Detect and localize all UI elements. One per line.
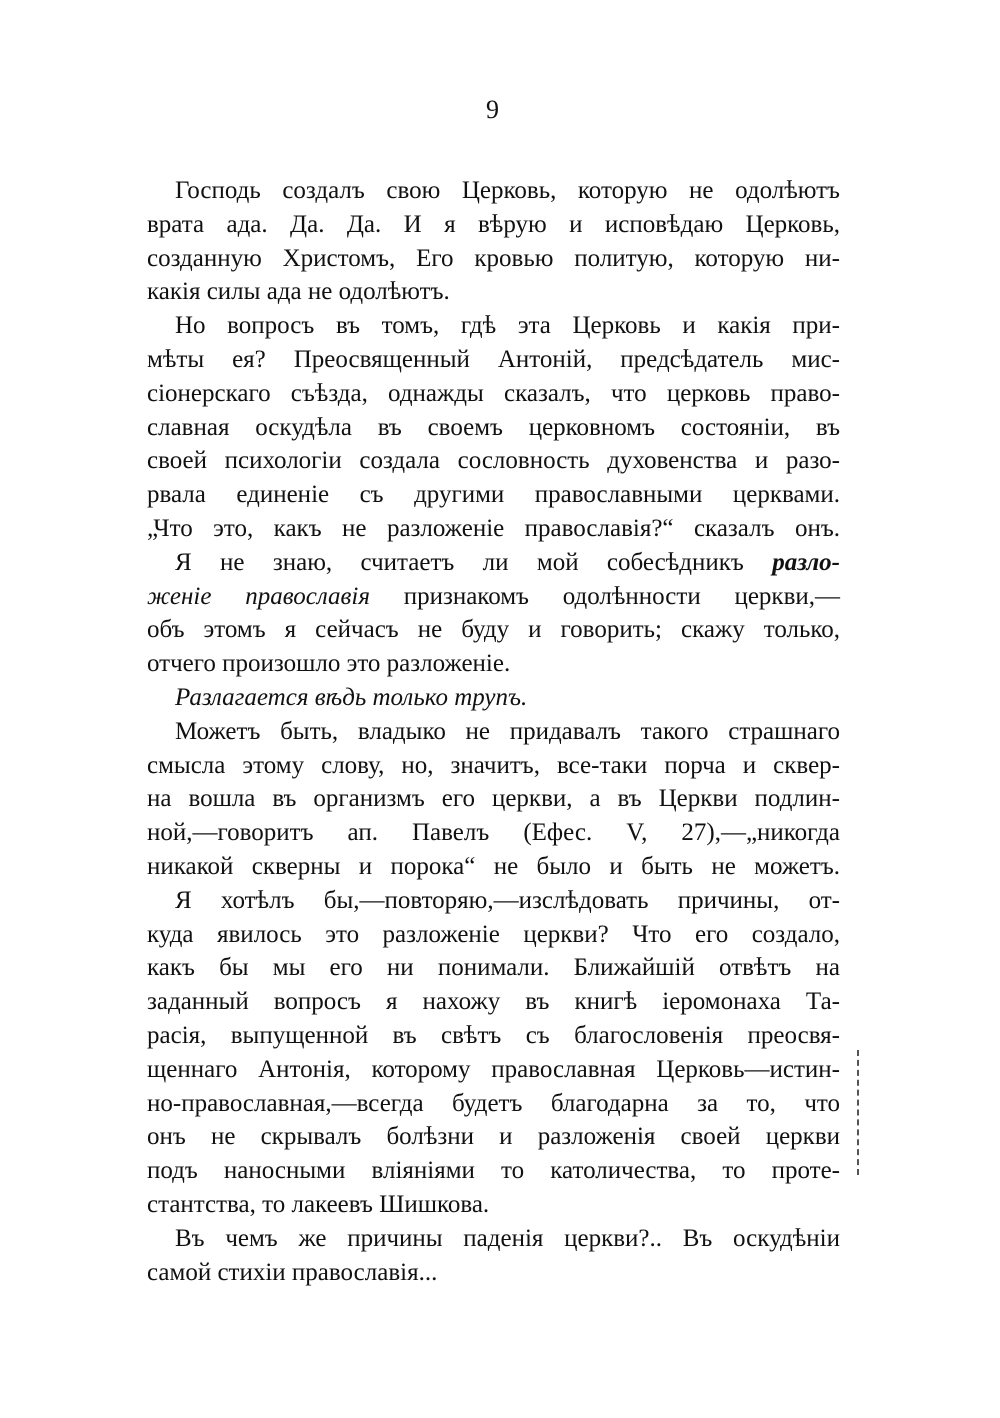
text-line: какъ бы мы его ни понимали. Ближайшій отвѣтъ на [147,954,840,982]
text-line: Можетъ быть, владыко не придавалъ такого страшнаго [175,717,840,745]
text-line: отчего произошло это разложеніе. [147,650,511,678]
italic-segment: разло- [772,548,841,576]
body-text [147,174,840,1289]
text-line [147,546,840,580]
page-number: 9 [486,95,499,124]
text-line: щеннаго Антонія, которому православная Церковь—истин- [147,1055,840,1083]
text-line: Господь создалъ свою Церковь, которую не одолѣютъ [175,177,840,204]
text-line: „Что это, какъ не разложеніе православія?“ сказалъ онъ. [147,514,840,542]
italic-segment: женіе православія [147,582,370,610]
text-line: объ этомъ я сейчасъ не буду и говорить; скажу только, [147,616,840,644]
text-line: никакой скверны и порока“ не было и быть не можетъ. [147,852,840,880]
text-line: созданную Христомъ, Его кровью политую, которую ни- [147,244,840,272]
text-line: расія, выпущенной въ свѣтъ съ благословенія преосвя- [147,1021,840,1049]
text-line: стантства, то лакеевъ Шишкова. [147,1190,490,1218]
margin-mark [857,1050,859,1175]
italic-line: Разлагается вѣдь только трупъ. [175,683,528,711]
text-line: рвала единеніе съ другими православными церквами. [147,481,840,509]
text-line: ной,—говоритъ ап. Павелъ (Ефес. V, 27),—„никогда [147,819,840,847]
text-line: своей психологіи создала сословность духовенства и разо- [147,447,840,475]
text-line: заданный вопросъ я нахожу въ книгѣ іеромонаха Та- [147,988,840,1016]
text-line: онъ не скрывалъ болѣзни и разложенія своей церкви [147,1123,840,1151]
text-line: мѣты ея? Преосвященный Антоній, предсѣдатель мис- [147,345,840,373]
text-line: но-православная,—всегда будетъ благодарна за то, что [147,1089,840,1117]
text-segment: Я не знаю, считаетъ ли мой собесѣдникъ [175,548,744,576]
text-segment: признакомъ одолѣнности церкви,— [403,582,840,610]
text-line: какія силы ада не одолѣютъ. [147,278,450,306]
text-line: Я хотѣлъ бы,—повторяю,—изслѣдовать причины, от- [175,886,840,914]
text-line: сіонерскаго съѣзда, однажды сказалъ, что церковь право- [147,379,840,407]
text-line: куда явилось это разложеніе церкви? Что его создало, [147,920,840,948]
text-line: смысла этому слову, но, значитъ, все-таки порча и сквер- [147,751,840,779]
text-line: подъ наносными вліяніями то католичества, то проте- [147,1157,840,1185]
text-line: на вошла въ организмъ его церкви, а въ Церкви подлин- [147,785,840,813]
text-line: Въ чемъ же причины паденія церкви?.. Въ оскудѣніи [175,1224,840,1252]
text-line: славная оскудѣла въ своемъ церковномъ состояніи, въ [147,413,840,441]
text-line: Но вопросъ въ томъ, гдѣ эта Церковь и какія при- [175,312,840,340]
text-line [147,580,840,614]
text-line: врата ада. Да. Да. И я вѣрую и исповѣдаю Церковь, [147,210,840,238]
text-line: самой стихіи православія... [147,1258,438,1286]
